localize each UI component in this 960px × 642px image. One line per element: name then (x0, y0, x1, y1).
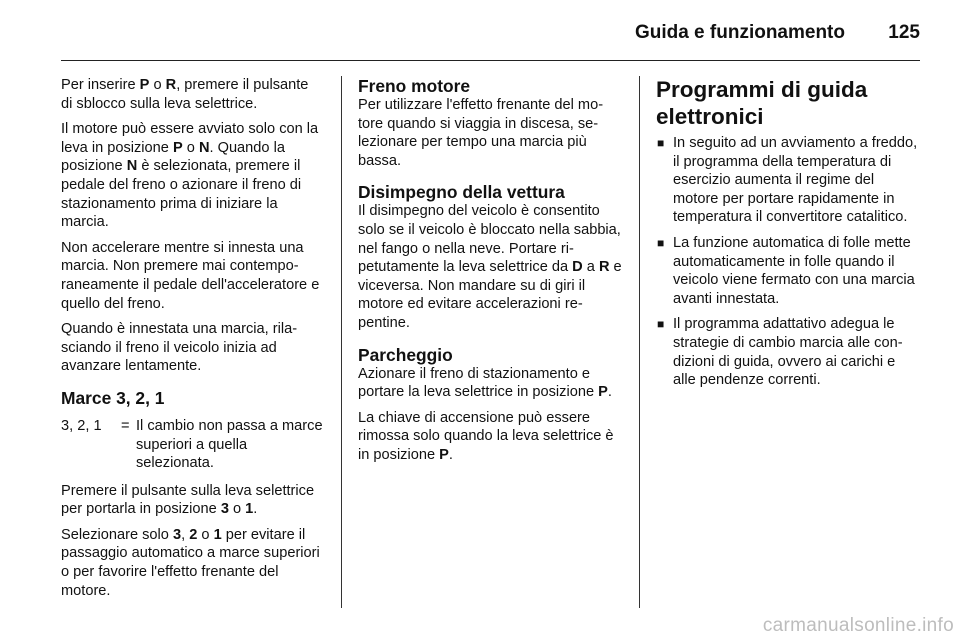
list-item: ■ La funzione automatica di folle mette automaticamente in folle quando il veicolo viene fermato con una marcia avanti innestata. (657, 234, 915, 307)
column-divider-2 (639, 76, 640, 608)
paragraph-pulsante-leva: Premere il pulsante sulla leva selettrice per portarla in posizione 3 o 1. (61, 482, 315, 518)
paragraph-parcheggio-1: Azionare il freno di stazionamento e portare la leva selettrice in posizione P. (358, 365, 612, 401)
paragraph-selezionare: Selezionare solo 3, 2 o 1 per evitare il passaggio automatico a marce superiori o per favorire l'effetto frenante del motore. (61, 526, 320, 599)
paragraph-parcheggio-2: La chiave di accensione può essere rimossa solo quando la leva selettrice è in posizione P. (358, 409, 614, 463)
watermark-text: carmanualsonline.info (762, 615, 954, 636)
definition-row (61, 417, 323, 473)
column-1 (61, 76, 323, 607)
paragraph-sblocco: Per inserire P o R, premere il pulsante di sblocco sulla leva selettrice. (61, 77, 309, 112)
bullet-square-icon: ■ (657, 235, 665, 250)
paragraph-freno-motore: Per utilizzare l'effetto frenante del motore quando si viaggia in discesa, selezionare per tempo una marcia più bassa. (358, 97, 604, 169)
heading-programmi-guida: Programmi di guida elettronici (656, 77, 868, 129)
heading-disimpegno: Disimpegno della vettura (358, 182, 565, 203)
column-divider-1 (341, 76, 342, 608)
list-item: ■ In seguito ad un avviamento a freddo, il programma della temperatura di esercizio aumenta il regime del motore per portare rapidamente in temperatura il convertitore catalitico. (657, 135, 918, 226)
definition-equals: = (121, 417, 130, 434)
page-header (61, 18, 920, 62)
definition-key: 3, 2, 1 (61, 417, 102, 434)
header-divider (61, 60, 920, 61)
bullet-list (656, 134, 922, 390)
column-3 (656, 76, 922, 397)
heading-parcheggio: Parcheggio (358, 344, 453, 365)
paragraph-avviamento: Il motore può essere avviato solo con la leva in posizione P o N. Quando la posizione N è selezionata, premere il pedale del freno o azionare il freno di stazionamento prima di iniziare la marcia. (61, 121, 319, 231)
heading-marce: Marce 3, 2, 1 (61, 387, 165, 408)
column-2 (358, 76, 622, 472)
heading-freno-motore: Freno motore (358, 76, 471, 96)
page-title: Guida e funzionamento (634, 22, 845, 43)
paragraph-disimpegno: Il disimpegno del veicolo è consentito solo se il veicolo è bloccato nella sabbia, nel fango o nella neve. Portare ripetutamente la leva selettrice da D a R e viceversa. Non mandare su di giri il motore ed evitare accelerazioni repentine. (358, 203, 622, 331)
paragraph-rilascio-freno: Quando è innestata una marcia, rilasciando il freno il veicolo inizia ad avanzare lentamente. (61, 321, 298, 375)
bullet-square-icon: ■ (657, 317, 665, 332)
page-number: 125 (888, 22, 920, 43)
bullet-square-icon: ■ (657, 136, 665, 150)
definition-value: Il cambio non passa a marce superiori a quella selezionata. (136, 417, 323, 472)
list-item: ■ Il programma adattativo adegua le strategie di cambio marcia alle condizioni di guida, ovvero ai carichi e alle pendenze correnti. (657, 316, 903, 389)
paragraph-accelerare: Non accelerare mentre si innesta una marcia. Non premere mai contemporaneamente il pedale dell'acceleratore e quello del freno. (61, 239, 320, 312)
